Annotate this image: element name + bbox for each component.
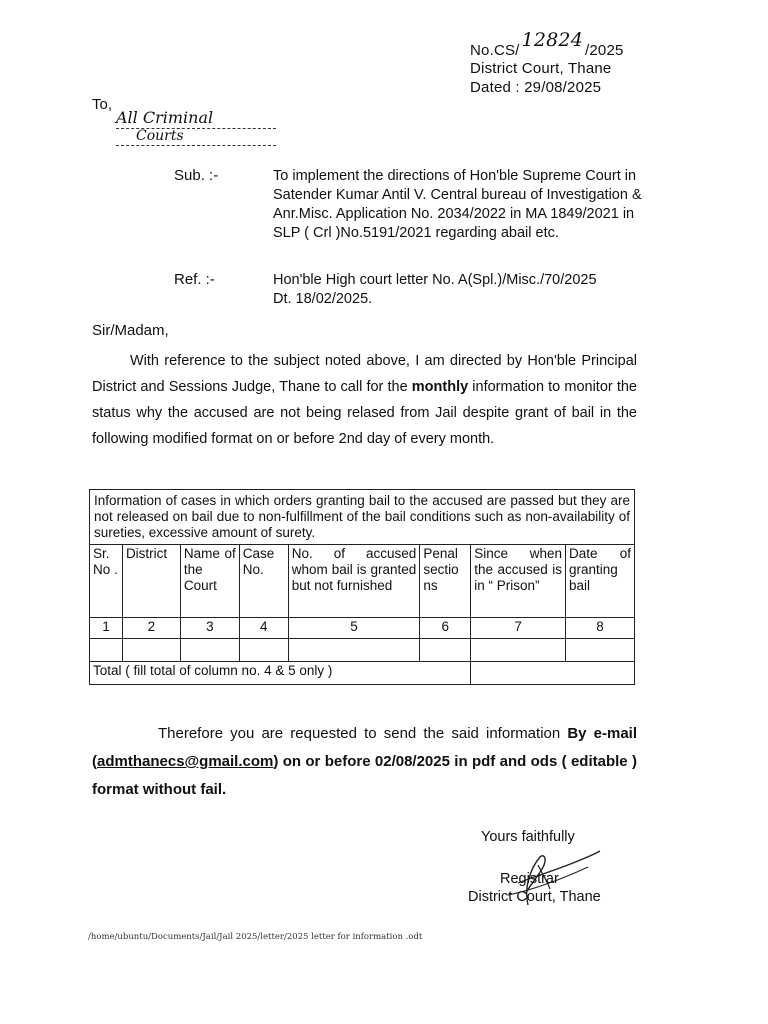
col-number: 1 xyxy=(90,618,123,639)
header-since-when: Since when the accused is in “ Prison” xyxy=(471,545,566,618)
letter-number-suffix: /2025 xyxy=(585,42,624,59)
blank-cell xyxy=(288,639,420,662)
subject-label: Sub. :- xyxy=(174,167,219,184)
col-number: 2 xyxy=(122,618,180,639)
blank-cell xyxy=(122,639,180,662)
blank-cell xyxy=(239,639,288,662)
salutation: Sir/Madam, xyxy=(92,322,169,339)
header-court-name: Name of the Court xyxy=(180,545,239,618)
col-number: 7 xyxy=(471,618,566,639)
letter-number-handwritten: 12824 xyxy=(521,29,584,51)
header-sr-no: Sr. No . xyxy=(90,545,123,618)
table-intro: Information of cases in which orders granting bail to the accused are passed but they are not released on bail due to non-fulfillment of the bail conditions such as non-availability of sureties, excessive amount of surety. xyxy=(90,490,635,545)
addressee-line-2: Courts xyxy=(116,128,276,146)
table-number-row xyxy=(90,618,635,639)
date-line xyxy=(470,78,601,98)
body-text-end: information to monitor the status why the accused are not being relased from Jail despite grant of bail in the following modified format on or before 2nd day of every month. xyxy=(92,379,637,447)
date-label: Dated : xyxy=(470,79,520,96)
col-number: 8 xyxy=(566,618,635,639)
subject-text: To implement the directions of Hon'ble Supreme Court in Satender Kumar Antil V. Central bureau of Investigation & Anr.Misc. Application No. 2034/2022 in MA 1849/2021 in SLP ( Crl )No.5191/2021 regarding abail etc. xyxy=(273,168,642,241)
closing-text-start: Therefore you are requested to send the said information xyxy=(158,725,568,742)
signatory-office: District Court, Thane xyxy=(468,889,601,905)
table-total-row xyxy=(90,662,635,685)
blank-cell xyxy=(471,639,566,662)
closing-bold-a: By e-mail ( xyxy=(92,725,637,770)
col-number: 6 xyxy=(420,618,471,639)
footer-file-path: /home/ubuntu/Documents/Jail/Jail 2025/letter/2025 letter for information .odt xyxy=(88,932,423,942)
reference-text xyxy=(273,271,653,309)
col-number: 4 xyxy=(239,618,288,639)
table-blank-row xyxy=(90,639,635,662)
header-date-granting: Date of granting bail xyxy=(566,545,635,618)
information-table xyxy=(89,489,635,685)
to-label: To, xyxy=(92,96,113,113)
body-text-start: With reference to the subject noted above, I am directed by Hon'ble Principal District and Sessions Judge, Thane to call for the xyxy=(92,353,637,395)
blank-cell xyxy=(90,639,123,662)
blank-cell xyxy=(420,639,471,662)
yours-faithfully: Yours faithfully xyxy=(481,829,575,845)
reference-line-1: Hon'ble High court letter No. A(Spl.)/Misc./70/2025 xyxy=(273,272,597,288)
date-value: 29/08/2025 xyxy=(524,79,602,96)
total-label: Total ( fill total of column no. 4 & 5 only ) xyxy=(90,662,471,685)
addressee-line-1: All Criminal xyxy=(116,108,276,129)
header-penal-sections: Penal sectio ns xyxy=(420,545,471,618)
office-line: District Court, Thane xyxy=(470,60,612,77)
table-header-row xyxy=(90,545,635,618)
col-number: 5 xyxy=(288,618,420,639)
closing-bold-b: ) on or before 02/08/2025 in pdf and ods ( editable ) format without fail. xyxy=(92,753,637,798)
letter-number xyxy=(470,29,624,61)
col-number: 3 xyxy=(180,618,239,639)
body-bold-monthly: monthly xyxy=(411,379,469,395)
blank-cell xyxy=(180,639,239,662)
header-case-no: Case No. xyxy=(239,545,288,618)
signatory-title: Registrar xyxy=(500,871,559,887)
header-accused-count: No. of accused whom bail is granted but not furnished xyxy=(288,545,420,618)
closing-paragraph xyxy=(92,720,637,804)
total-value-cell xyxy=(471,662,635,685)
email-link[interactable]: admthanecs@gmail.com xyxy=(97,753,274,770)
blank-cell xyxy=(566,639,635,662)
reference-label: Ref. :- xyxy=(174,271,215,288)
body-paragraph xyxy=(92,348,637,452)
letter-number-prefix: No.CS/ xyxy=(470,42,520,59)
header-district: District xyxy=(122,545,180,618)
reference-line-2: Dt. 18/02/2025. xyxy=(273,291,373,307)
